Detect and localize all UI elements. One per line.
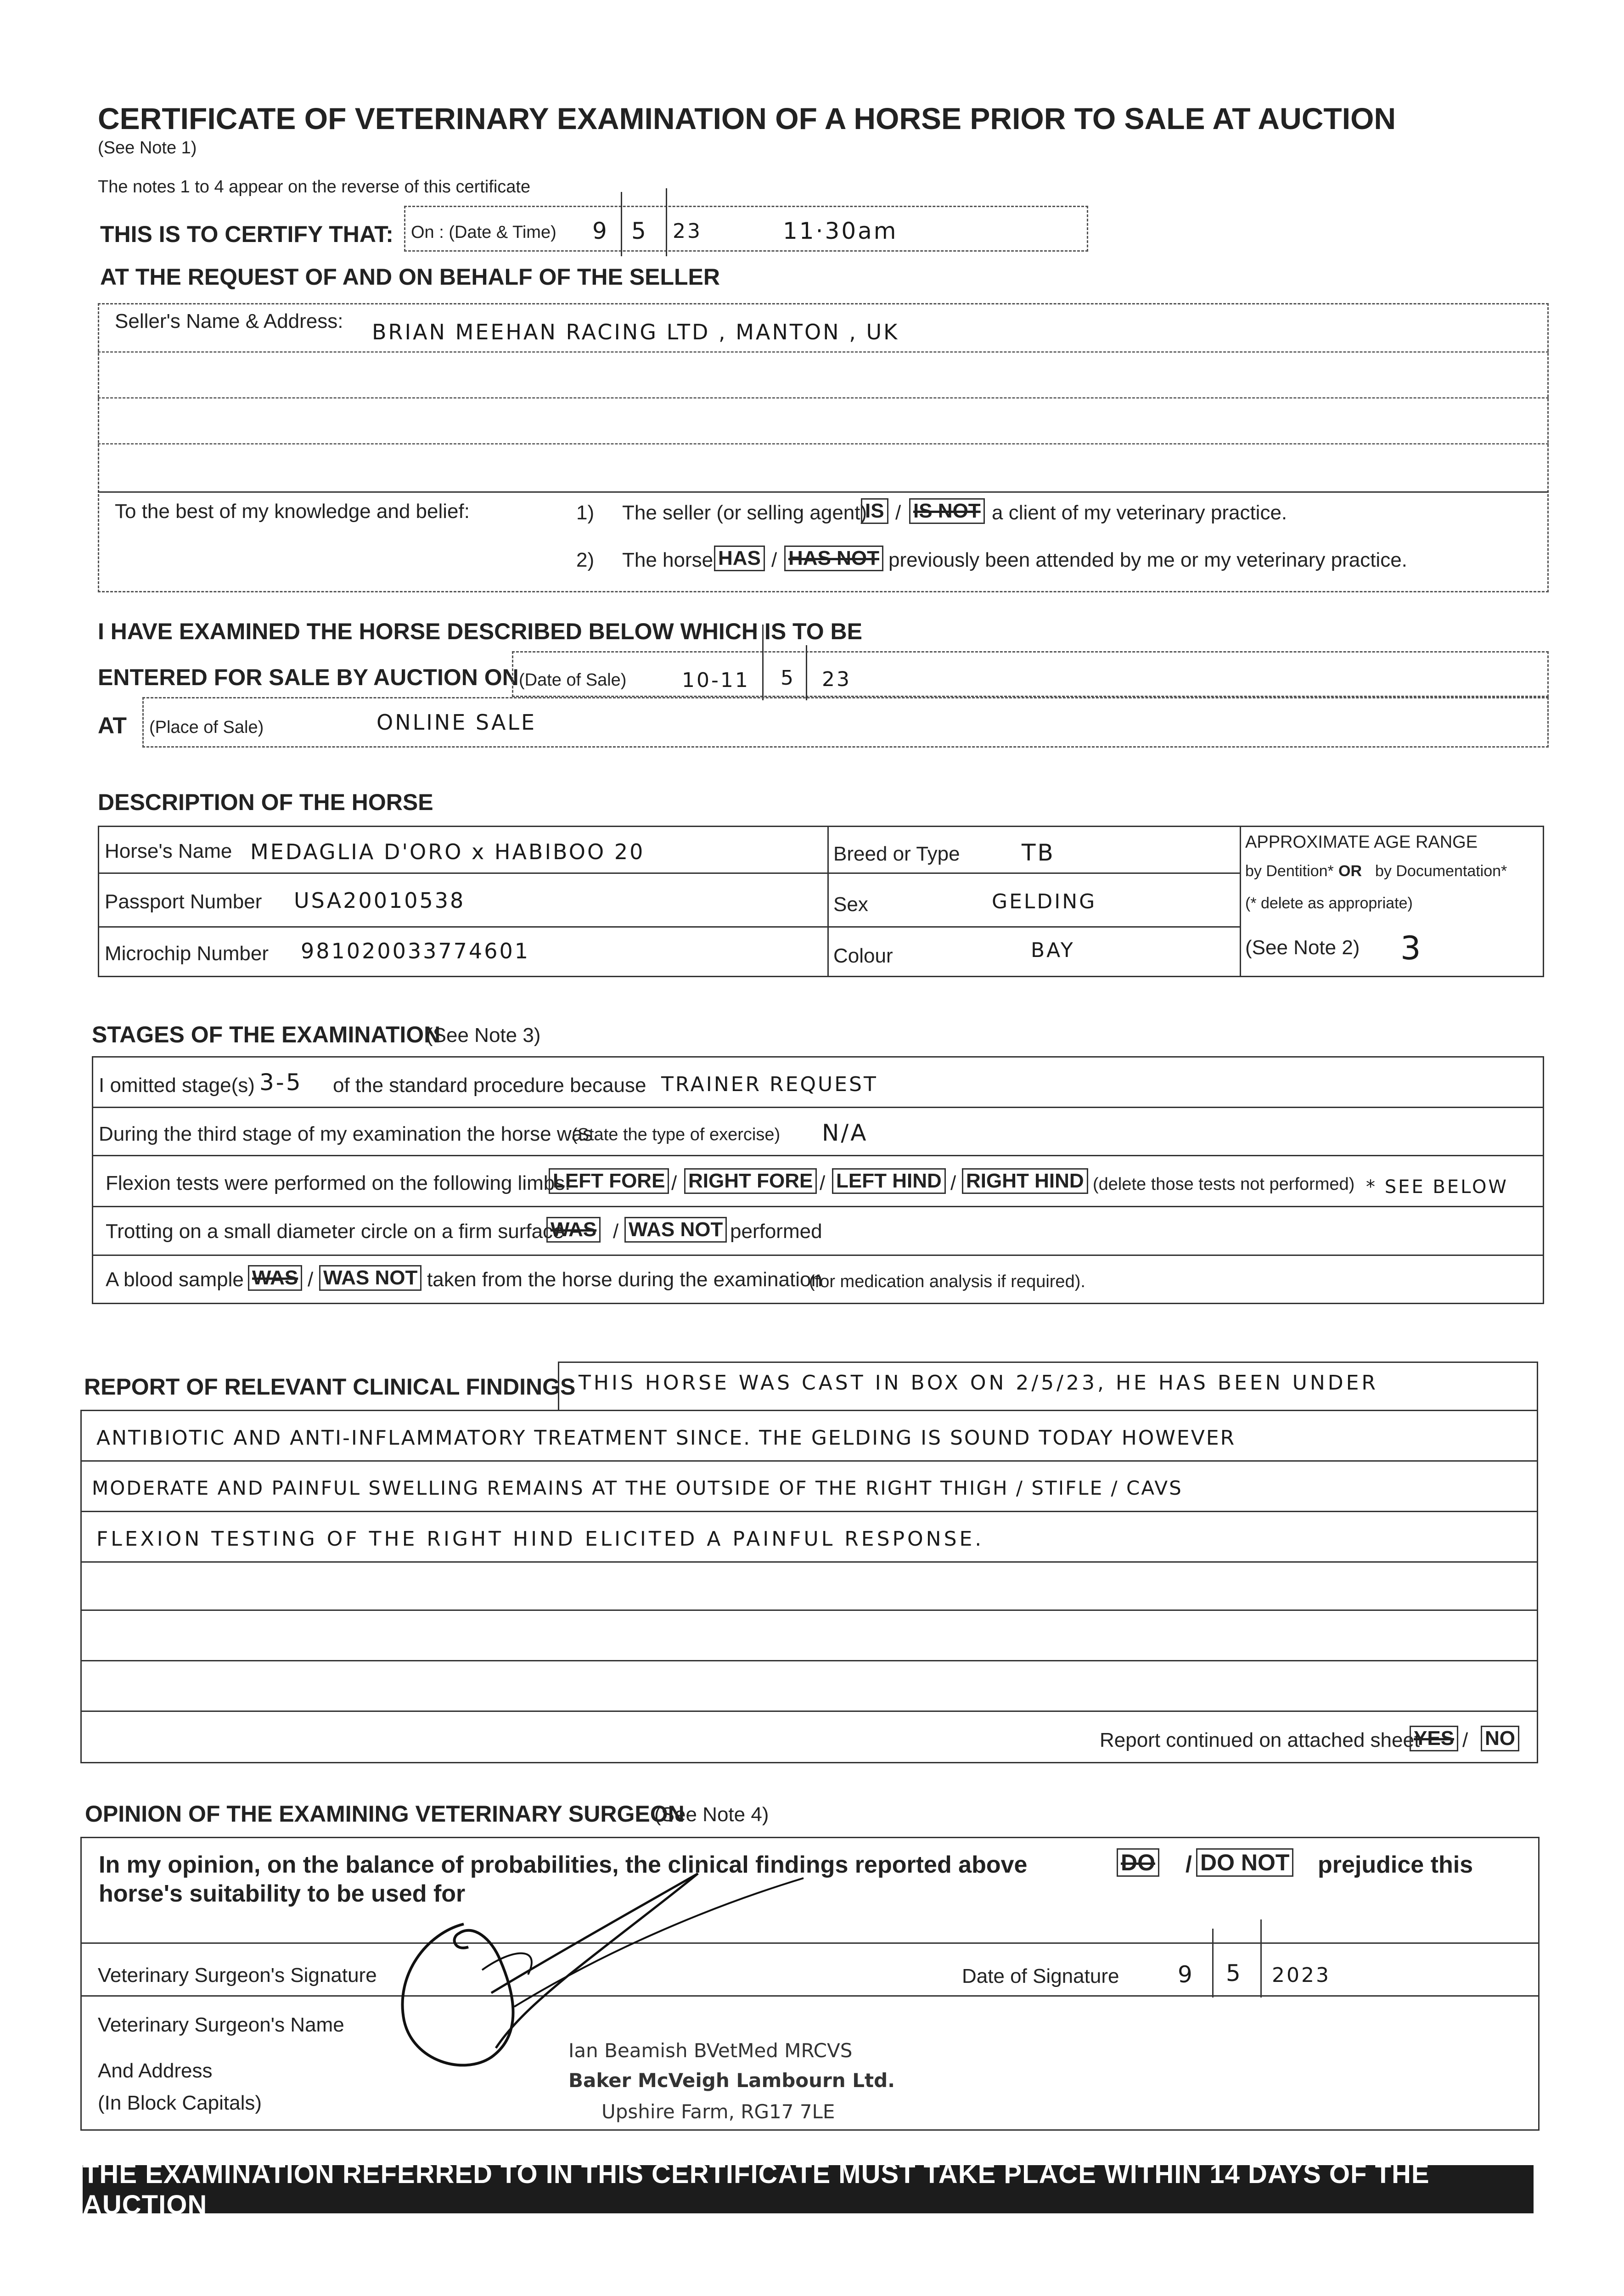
- omit-because: of the standard procedure because: [333, 1074, 646, 1097]
- entered-label: ENTERED FOR SALE BY AUCTION ON: [98, 664, 519, 690]
- horse-name-label: Horse's Name: [105, 840, 232, 862]
- flexion-right-hind[interactable]: RIGHT HIND: [962, 1168, 1088, 1194]
- statement-2-end: previously been attended by me or my veterinary practice.: [888, 549, 1407, 571]
- see-note-1: (See Note 1): [98, 138, 197, 158]
- sex-value[interactable]: GELDING: [992, 890, 1097, 913]
- horse-name-value[interactable]: MEDAGLIA D'ORO x HABIBOO 20: [250, 839, 645, 864]
- flexion-see-below[interactable]: * SEE BELOW: [1366, 1176, 1508, 1198]
- sig-date-divider-1: [1212, 1929, 1214, 1998]
- report-text-1[interactable]: THIS HORSE WAS CAST IN BOX ON 2/5/23, HE HAS BEEN UNDER: [579, 1371, 1378, 1395]
- stages-row-4: [92, 1255, 1544, 1256]
- opinion-heading-note: (See Note 4): [654, 1803, 769, 1826]
- certificate-title: CERTIFICATE OF VETERINARY EXAMINATION OF A HORSE PRIOR TO SALE AT AUCTION: [98, 101, 1396, 135]
- exam-time[interactable]: 11·30am: [783, 218, 898, 244]
- report-text-4[interactable]: FLEXION TESTING OF THE RIGHT HIND ELICITED A PAINFUL RESPONSE.: [96, 1527, 984, 1551]
- flexion-sep-3: /: [950, 1172, 956, 1194]
- statement-2-number: 2): [576, 549, 595, 571]
- seller-name-value[interactable]: BRIAN MEEHAN RACING LTD , MANTON , UK: [372, 320, 899, 344]
- report-text-2[interactable]: ANTIBIOTIC AND ANTI-INFLAMMATORY TREATMENT SINCE. THE GELDING IS SOUND TODAY HOWEVER: [96, 1426, 1236, 1450]
- seller-line-2: [98, 397, 1549, 399]
- statement-1-number: 1): [576, 501, 595, 524]
- flexion-right-fore[interactable]: RIGHT FORE: [684, 1168, 817, 1194]
- client-is-option[interactable]: IS: [861, 498, 888, 524]
- age-dentition: by Dentition*: [1245, 862, 1334, 880]
- flexion-left-fore[interactable]: LEFT FORE: [549, 1168, 669, 1194]
- report-line-3: [80, 1561, 1538, 1563]
- vet-address-label: And Address: [98, 2060, 213, 2082]
- client-separator: /: [895, 501, 901, 524]
- report-heading: REPORT OF RELEVANT CLINICAL FINDINGS: [84, 1374, 576, 1400]
- sale-date-box: [512, 651, 1549, 697]
- colour-value[interactable]: BAY: [1031, 939, 1075, 962]
- sig-day[interactable]: 9: [1178, 1961, 1194, 1988]
- sale-year[interactable]: 23: [822, 668, 851, 691]
- omit-reason-value[interactable]: TRAINER REQUEST: [661, 1073, 878, 1096]
- report-continued-sep: /: [1462, 1729, 1468, 1751]
- opinion-text-b: prejudice this: [1318, 1851, 1473, 1878]
- trot-was-not-option[interactable]: WAS NOT: [624, 1217, 727, 1243]
- seller-name-label: Seller's Name & Address:: [115, 310, 343, 332]
- sale-date-label: (Date of Sale): [519, 670, 627, 690]
- blood-taken: taken from the horse during the examination: [427, 1268, 822, 1291]
- age-documentation: by Documentation*: [1375, 862, 1507, 880]
- certify-label: THIS IS TO CERTIFY THAT:: [100, 221, 393, 247]
- examined-label: I HAVE EXAMINED THE HORSE DESCRIBED BELOW WHICH IS TO BE: [98, 619, 862, 644]
- age-title: APPROXIMATE AGE RANGE: [1245, 833, 1478, 852]
- flexion-label: Flexion tests were performed on the following limbs:: [106, 1172, 571, 1194]
- footer-banner: THE EXAMINATION REFERRED TO IN THIS CERTIFICATE MUST TAKE PLACE WITHIN 14 DAYS OF THE AUCTION: [83, 2165, 1534, 2213]
- report-line-1: [80, 1460, 1538, 1462]
- description-row-2: [98, 926, 1241, 928]
- report-continued-yes[interactable]: YES: [1410, 1726, 1458, 1751]
- flexion-sep-1: /: [671, 1172, 677, 1194]
- blood-label: A blood sample: [106, 1268, 244, 1291]
- report-continued-label: Report continued on attached sheet: [1100, 1729, 1420, 1751]
- description-heading: DESCRIPTION OF THE HORSE: [98, 789, 433, 815]
- blood-was-not-option[interactable]: WAS NOT: [319, 1265, 421, 1291]
- opinion-separator: /: [1186, 1851, 1192, 1877]
- sig-date-divider-2: [1260, 1919, 1262, 1998]
- date-of-signature-label: Date of Signature: [962, 1965, 1119, 1987]
- statement-1-end: a client of my veterinary practice.: [992, 501, 1287, 524]
- exam-day[interactable]: 9: [592, 218, 609, 244]
- description-row-1: [98, 872, 1241, 874]
- age-or: OR: [1338, 862, 1362, 880]
- breed-value[interactable]: TB: [1022, 839, 1055, 866]
- exam-month[interactable]: 5: [631, 218, 648, 244]
- opinion-text-c: horse's suitability to be used for: [99, 1880, 466, 1907]
- report-line-4: [80, 1609, 1538, 1611]
- passport-label: Passport Number: [105, 890, 262, 913]
- flexion-note: (delete those tests not performed): [1093, 1175, 1355, 1194]
- stages-row-2: [92, 1155, 1544, 1156]
- report-line-5: [80, 1660, 1538, 1661]
- opinion-do-not-option[interactable]: DO NOT: [1196, 1848, 1293, 1877]
- breed-label: Breed or Type: [833, 843, 960, 865]
- description-col-1: [827, 826, 829, 977]
- at-label: AT: [98, 713, 127, 738]
- age-value[interactable]: 3: [1400, 929, 1423, 967]
- signature-label: Veterinary Surgeon's Signature: [98, 1964, 377, 1986]
- block-capitals-label: (In Block Capitals): [98, 2092, 262, 2114]
- sig-month[interactable]: 5: [1226, 1960, 1242, 1986]
- exam-year[interactable]: 23: [673, 219, 702, 243]
- report-line-6: [80, 1711, 1538, 1712]
- stages-heading-note: (See Note 3): [426, 1024, 541, 1047]
- sex-label: Sex: [833, 893, 868, 916]
- attended-has-option[interactable]: HAS: [714, 546, 765, 571]
- sale-date-divider-2: [806, 645, 807, 700]
- third-stage-note: (State the type of exercise): [572, 1125, 781, 1144]
- blood-note: (for medication analysis if required).: [809, 1272, 1085, 1291]
- age-see-note: (See Note 2): [1245, 936, 1360, 959]
- omit-label: I omitted stage(s): [99, 1074, 255, 1097]
- sale-days[interactable]: 10-11: [682, 669, 750, 692]
- opinion-text-a: In my opinion, on the balance of probabilities, the clinical findings reported above: [99, 1851, 1028, 1878]
- passport-value[interactable]: USA20010538: [294, 888, 466, 913]
- sig-year[interactable]: 2023: [1272, 1964, 1331, 1987]
- client-is-not-option[interactable]: IS NOT: [909, 498, 985, 524]
- colour-label: Colour: [833, 945, 893, 967]
- seller-line-3: [98, 443, 1549, 445]
- trot-label: Trotting on a small diameter circle on a firm surface: [106, 1220, 564, 1243]
- seller-line-4: [98, 491, 1549, 493]
- vet-stamp-name: Ian Beamish BVetMed MRCVS: [568, 2039, 853, 2062]
- vet-name-label: Veterinary Surgeon's Name: [98, 2014, 344, 2036]
- sale-date-divider-1: [762, 625, 764, 700]
- exam-date-label: On : (Date & Time): [411, 223, 556, 242]
- belief-label: To the best of my knowledge and belief:: [115, 500, 470, 523]
- omit-stages-value[interactable]: 3-5: [259, 1069, 303, 1096]
- sale-place-value[interactable]: ONLINE SALE: [376, 710, 537, 735]
- opinion-heading: OPINION OF THE EXAMINING VETERINARY SURGEON: [85, 1801, 685, 1827]
- stages-heading: STAGES OF THE EXAMINATION: [92, 1022, 441, 1047]
- microchip-label: Microchip Number: [105, 942, 269, 965]
- opinion-do-option[interactable]: DO: [1117, 1848, 1159, 1877]
- vet-stamp-address: Upshire Farm, RG17 7LE: [601, 2100, 835, 2123]
- statement-1-text: The seller (or selling agent): [622, 501, 867, 524]
- blood-separator: /: [308, 1268, 314, 1291]
- sale-place-box: [142, 697, 1549, 748]
- attended-separator: /: [771, 549, 777, 571]
- third-stage-label: During the third stage of my examination the horse was: [99, 1123, 593, 1145]
- stages-row-1: [92, 1107, 1544, 1108]
- trot-was-option[interactable]: WAS: [546, 1217, 601, 1243]
- seller-line-1: [98, 351, 1549, 353]
- report-text-3[interactable]: MODERATE AND PAINFUL SWELLING REMAINS AT THE OUTSIDE OF THE RIGHT THIGH / STIFLE / CAVS: [92, 1477, 1183, 1499]
- vet-stamp-practice: Baker McVeigh Lambourn Ltd.: [568, 2069, 895, 2092]
- flexion-left-hind[interactable]: LEFT HIND: [832, 1168, 946, 1194]
- notes-line: The notes 1 to 4 appear on the reverse of this certificate: [98, 177, 531, 197]
- exam-date-divider-2: [666, 188, 667, 256]
- trot-separator: /: [613, 1220, 619, 1243]
- age-delete-note: (* delete as appropriate): [1245, 895, 1413, 912]
- sale-place-label: (Place of Sale): [149, 718, 264, 737]
- statement-2-text: The horse: [622, 549, 714, 571]
- third-stage-value[interactable]: N/A: [822, 1120, 868, 1146]
- report-continued-no[interactable]: NO: [1481, 1726, 1519, 1751]
- stages-row-3: [92, 1206, 1544, 1207]
- sale-month[interactable]: 5: [781, 666, 795, 690]
- report-line-2: [80, 1511, 1538, 1512]
- flexion-sep-2: /: [820, 1172, 826, 1194]
- description-col-2: [1240, 826, 1241, 977]
- blood-was-option[interactable]: WAS: [248, 1265, 302, 1291]
- exam-date-divider-1: [621, 192, 622, 256]
- request-label: AT THE REQUEST OF AND ON BEHALF OF THE SELLER: [100, 264, 720, 290]
- microchip-value[interactable]: 981020033774601: [301, 939, 530, 963]
- attended-has-not-option[interactable]: HAS NOT: [784, 546, 883, 571]
- trot-performed: performed: [730, 1220, 822, 1243]
